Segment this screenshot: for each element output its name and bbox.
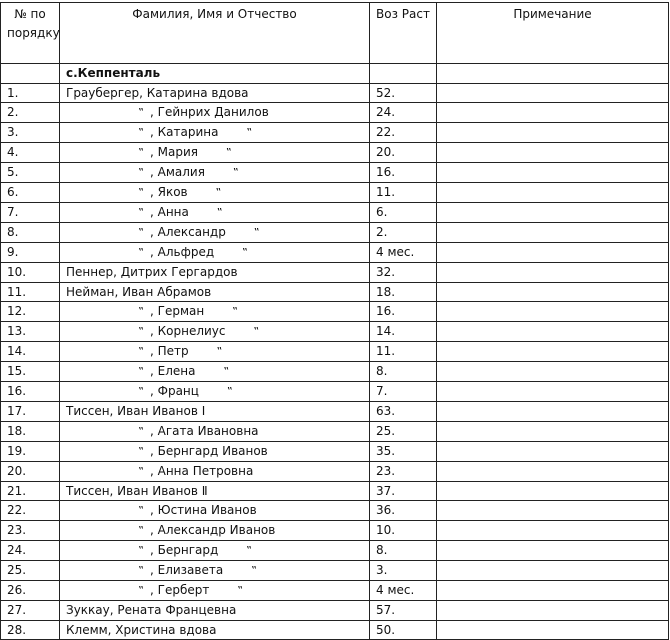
row-note xyxy=(437,561,669,581)
name-text: , Анна Петровна xyxy=(150,463,254,478)
row-number: 7. xyxy=(1,203,60,223)
name-text: Пеннер, Дитрих Гергардов xyxy=(66,265,238,279)
row-note xyxy=(437,103,669,123)
table-row xyxy=(1,402,669,422)
row-note xyxy=(437,362,669,382)
ditto-mark: ‟ xyxy=(138,345,144,358)
row-number: 1. xyxy=(1,83,60,103)
table-row xyxy=(1,441,669,461)
ditto-mark: ‟ xyxy=(138,246,144,259)
ditto-mark: ‟ xyxy=(237,584,244,597)
name-text: , Герман xyxy=(150,304,205,318)
row-note xyxy=(437,581,669,601)
section-row xyxy=(1,64,669,84)
row-age: 35. xyxy=(370,441,437,461)
row-name xyxy=(60,203,370,223)
table-row xyxy=(1,601,669,621)
table-row xyxy=(1,143,669,163)
row-name xyxy=(60,402,370,422)
header-row xyxy=(1,3,669,64)
header-number: № по порядку xyxy=(1,3,60,64)
name-text: , Агата Ивановна xyxy=(150,423,259,438)
row-age: 4 мес. xyxy=(370,581,437,601)
table-row xyxy=(1,421,669,441)
row-age: 14. xyxy=(370,322,437,342)
name-text: , Амалия xyxy=(150,165,205,179)
ditto-mark: ‟ xyxy=(138,444,144,458)
row-name xyxy=(60,183,370,203)
table-row xyxy=(1,362,669,382)
row-note xyxy=(437,243,669,263)
name-text: , Франц xyxy=(150,384,199,398)
row-number: 12. xyxy=(1,302,60,322)
row-age: 16. xyxy=(370,302,437,322)
ditto-mark: ‟ xyxy=(216,206,223,219)
name-text: , Герберт xyxy=(150,583,210,597)
row-note xyxy=(437,342,669,362)
table-row xyxy=(1,342,669,362)
census-table xyxy=(0,2,669,640)
row-age: 32. xyxy=(370,263,437,283)
row-name xyxy=(60,322,370,342)
table-row xyxy=(1,521,669,541)
row-note xyxy=(437,481,669,501)
row-number: 3. xyxy=(1,123,60,143)
row-number: 13. xyxy=(1,322,60,342)
name-text: , Бернгард Иванов xyxy=(150,443,268,458)
name-text: , Анна xyxy=(150,205,189,219)
row-name xyxy=(60,461,370,481)
table-row xyxy=(1,183,669,203)
row-name xyxy=(60,263,370,283)
ditto-mark: ‟ xyxy=(232,305,238,318)
table-row xyxy=(1,243,669,263)
row-name xyxy=(60,223,370,243)
row-age: 25. xyxy=(370,421,437,441)
ditto-mark: ‟ xyxy=(138,385,144,398)
table-row xyxy=(1,541,669,561)
row-name xyxy=(60,143,370,163)
name-text: , Елизавета xyxy=(150,563,224,577)
table-row xyxy=(1,83,669,103)
row-number: 24. xyxy=(1,541,60,561)
row-age: 8. xyxy=(370,541,437,561)
row-age: 11. xyxy=(370,342,437,362)
table-row xyxy=(1,302,669,322)
row-age: 50. xyxy=(370,620,437,640)
row-note xyxy=(437,441,669,461)
row-age: 2. xyxy=(370,223,437,243)
row-name xyxy=(60,561,370,581)
row-name xyxy=(60,421,370,441)
table-row xyxy=(1,322,669,342)
name-text: , Бернгард xyxy=(150,543,219,557)
ditto-mark: ‟ xyxy=(232,166,239,179)
row-age: 8. xyxy=(370,362,437,382)
ditto-mark: ‟ xyxy=(138,186,144,199)
row-note xyxy=(437,223,669,243)
row-age: 57. xyxy=(370,601,437,621)
name-text: , Катарина xyxy=(150,125,219,139)
row-name xyxy=(60,83,370,103)
ditto-mark: ‟ xyxy=(138,564,144,577)
name-text: Граубергер, Катарина вдова xyxy=(66,85,249,100)
ditto-mark: ‟ xyxy=(138,504,144,517)
row-number: 9. xyxy=(1,243,60,263)
row-number: 16. xyxy=(1,382,60,402)
row-number: 22. xyxy=(1,501,60,521)
name-text: , Корнелиус xyxy=(150,324,226,338)
name-text: Нейман, Иван Абрамов xyxy=(66,284,212,299)
ditto-mark: ‟ xyxy=(138,464,144,478)
row-note xyxy=(437,203,669,223)
row-age: 3. xyxy=(370,561,437,581)
row-age: 37. xyxy=(370,481,437,501)
row-name xyxy=(60,581,370,601)
ditto-mark: ‟ xyxy=(225,146,232,159)
row-name xyxy=(60,103,370,123)
ditto-mark: ‟ xyxy=(138,106,144,119)
row-note xyxy=(437,421,669,441)
row-number: 14. xyxy=(1,342,60,362)
row-age: 18. xyxy=(370,282,437,302)
row-number: 15. xyxy=(1,362,60,382)
ditto-mark: ‟ xyxy=(138,226,144,239)
row-note xyxy=(437,322,669,342)
ditto-mark: ‟ xyxy=(138,146,144,159)
row-name xyxy=(60,541,370,561)
row-number: 11. xyxy=(1,282,60,302)
table-row xyxy=(1,223,669,243)
row-note xyxy=(437,601,669,621)
header-name: Фамилия, Имя и Отчество xyxy=(60,3,370,64)
ditto-mark: ‟ xyxy=(138,365,144,378)
ditto-mark: ‟ xyxy=(246,126,253,139)
name-text: , Александр xyxy=(150,225,226,239)
row-age: 6. xyxy=(370,203,437,223)
name-text: Тиссен, Иван Иванов Ⅱ xyxy=(66,483,208,498)
header-note: Примечание xyxy=(437,3,669,64)
row-age: 11. xyxy=(370,183,437,203)
row-note xyxy=(437,501,669,521)
name-text: , Юстина Иванов xyxy=(150,503,257,517)
row-age: 4 мес. xyxy=(370,243,437,263)
ditto-mark: ‟ xyxy=(253,226,260,239)
table-row xyxy=(1,123,669,143)
ditto-mark: ‟ xyxy=(215,186,222,199)
row-age: 10. xyxy=(370,521,437,541)
row-number: 27. xyxy=(1,601,60,621)
name-text: , Альфред xyxy=(150,245,215,259)
row-note xyxy=(437,541,669,561)
table-row xyxy=(1,481,669,501)
row-name xyxy=(60,342,370,362)
row-note xyxy=(437,521,669,541)
row-note xyxy=(437,282,669,302)
ditto-mark: ‟ xyxy=(216,345,223,358)
row-name xyxy=(60,362,370,382)
row-age: 24. xyxy=(370,103,437,123)
name-text: , Яков xyxy=(150,185,188,199)
ditto-mark: ‟ xyxy=(223,365,230,378)
row-name xyxy=(60,601,370,621)
table-row xyxy=(1,561,669,581)
ditto-mark: ‟ xyxy=(253,325,260,338)
row-number: 8. xyxy=(1,223,60,243)
table-row xyxy=(1,581,669,601)
row-number: 18. xyxy=(1,421,60,441)
ditto-mark: ‟ xyxy=(242,246,248,259)
row-number: 23. xyxy=(1,521,60,541)
table-row xyxy=(1,620,669,640)
name-text: Тиссен, Иван Иванов I xyxy=(66,404,206,418)
row-name xyxy=(60,501,370,521)
row-number: 5. xyxy=(1,163,60,183)
row-number: 6. xyxy=(1,183,60,203)
ditto-mark: ‟ xyxy=(138,126,144,139)
table-row xyxy=(1,203,669,223)
row-number: 19. xyxy=(1,441,60,461)
header-age: Воз Раст xyxy=(370,3,437,64)
row-number: 10. xyxy=(1,263,60,283)
row-note xyxy=(437,302,669,322)
row-age: 7. xyxy=(370,382,437,402)
row-name xyxy=(60,441,370,461)
row-number: 20. xyxy=(1,461,60,481)
table-row xyxy=(1,263,669,283)
row-number: 21. xyxy=(1,481,60,501)
row-name xyxy=(60,243,370,263)
name-text: , Петр xyxy=(150,344,189,358)
ditto-mark: ‟ xyxy=(138,424,144,438)
row-age: 23. xyxy=(370,461,437,481)
ditto-mark: ‟ xyxy=(138,325,144,338)
row-age: 52. xyxy=(370,83,437,103)
name-text: , Елена xyxy=(150,364,196,378)
row-number: 26. xyxy=(1,581,60,601)
name-text: , Мария xyxy=(150,145,198,159)
table-row xyxy=(1,382,669,402)
table-row xyxy=(1,501,669,521)
row-age: 22. xyxy=(370,123,437,143)
row-number: 25. xyxy=(1,561,60,581)
row-note xyxy=(437,83,669,103)
row-number: 4. xyxy=(1,143,60,163)
row-name xyxy=(60,382,370,402)
row-note xyxy=(437,620,669,640)
row-name xyxy=(60,163,370,183)
row-age: 63. xyxy=(370,402,437,422)
table-row xyxy=(1,282,669,302)
ditto-mark: ‟ xyxy=(138,206,144,219)
row-note xyxy=(437,402,669,422)
row-note xyxy=(437,123,669,143)
row-name xyxy=(60,282,370,302)
row-number: 28. xyxy=(1,620,60,640)
name-text: , Гейнрих Данилов xyxy=(150,105,269,119)
row-note xyxy=(437,183,669,203)
ditto-mark: ‟ xyxy=(246,544,252,557)
row-name xyxy=(60,123,370,143)
ditto-mark: ‟ xyxy=(138,524,144,537)
ditto-mark: ‟ xyxy=(251,564,257,577)
row-name xyxy=(60,521,370,541)
row-name xyxy=(60,620,370,640)
row-age: 36. xyxy=(370,501,437,521)
table-row xyxy=(1,103,669,123)
row-name xyxy=(60,302,370,322)
row-note xyxy=(437,143,669,163)
row-number: 2. xyxy=(1,103,60,123)
row-note xyxy=(437,263,669,283)
table-row xyxy=(1,461,669,481)
table-row xyxy=(1,163,669,183)
ditto-mark: ‟ xyxy=(138,584,144,597)
name-text: Зуккау, Рената Францевна xyxy=(66,603,237,617)
row-note xyxy=(437,382,669,402)
name-text: Клемм, Христина вдова xyxy=(66,622,217,637)
row-note xyxy=(437,461,669,481)
row-age: 16. xyxy=(370,163,437,183)
row-number: 17. xyxy=(1,402,60,422)
row-age: 20. xyxy=(370,143,437,163)
ditto-mark: ‟ xyxy=(138,166,144,179)
name-text: , Александр Иванов xyxy=(150,523,276,537)
ditto-mark: ‟ xyxy=(138,544,144,557)
ditto-mark: ‟ xyxy=(226,385,233,398)
ditto-mark: ‟ xyxy=(138,305,144,318)
section-title: с.Кеппенталь xyxy=(60,64,370,84)
row-note xyxy=(437,163,669,183)
row-name xyxy=(60,481,370,501)
